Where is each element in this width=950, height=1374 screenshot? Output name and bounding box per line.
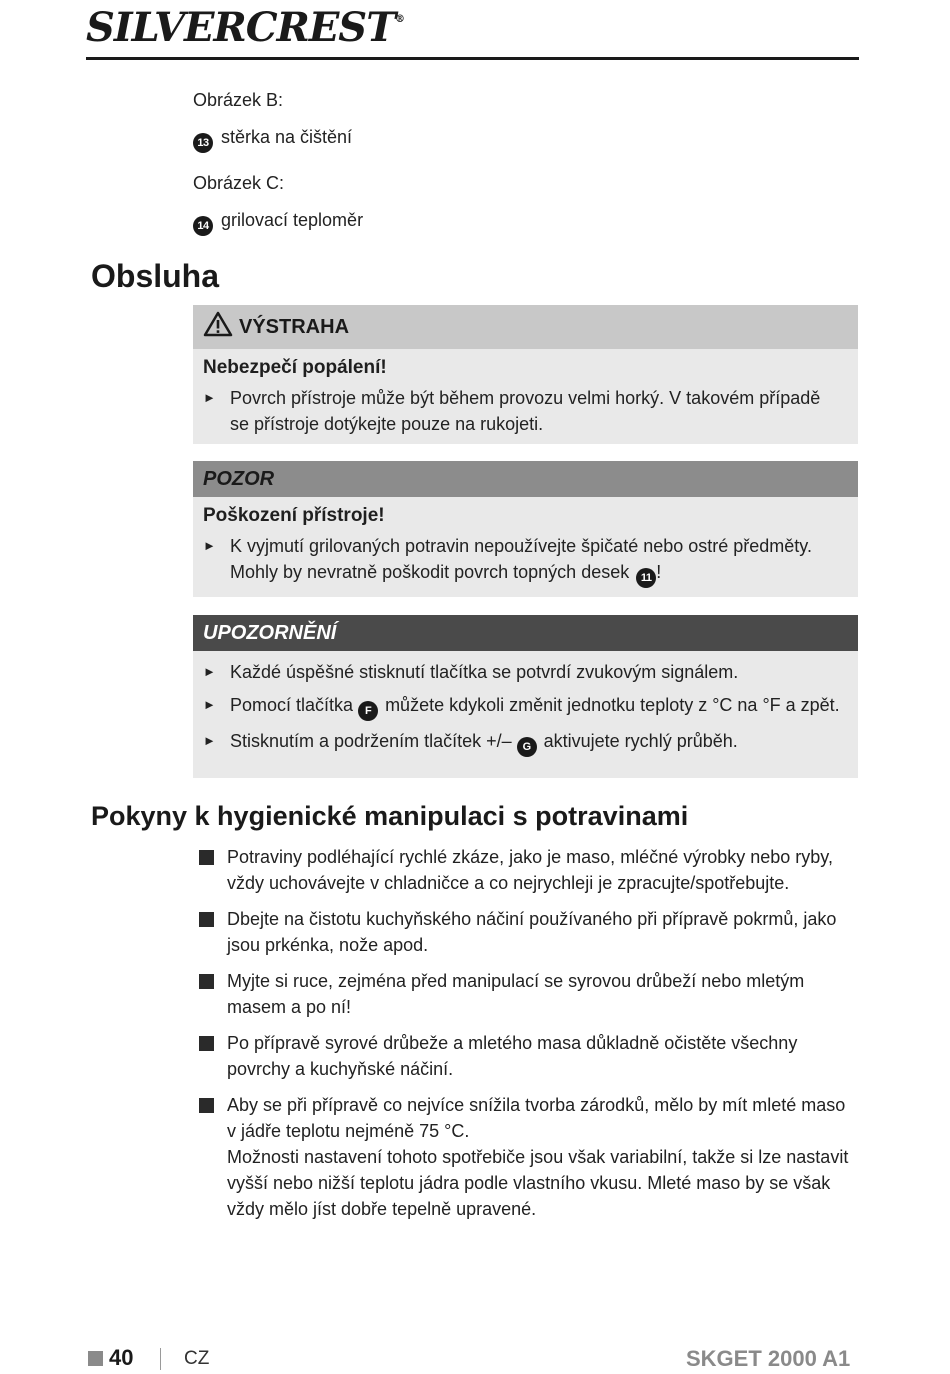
list-item xyxy=(203,728,844,757)
caution-list xyxy=(193,527,858,596)
caution-header-label: POZOR xyxy=(203,467,275,490)
hygiene-item-text: Myjte si ruce, zejména před manipulací se syrovou drůbeží nebo mletým masem a po ní! xyxy=(227,971,805,1017)
square-bullet-icon xyxy=(199,1098,214,1113)
list-item xyxy=(203,385,844,437)
figure-b-label: Obrázek B: xyxy=(193,90,284,110)
note-list xyxy=(193,651,858,765)
note-item-text: Stisknutím a podržením tlačítek +/– xyxy=(230,731,517,751)
warning-header-label: VÝSTRAHA xyxy=(239,315,350,338)
button-ref-f: F xyxy=(358,701,378,721)
list-item xyxy=(203,659,844,685)
footer-divider xyxy=(160,1348,161,1370)
note-header xyxy=(193,615,858,651)
note-item-text: Každé úspěšné stisknutí tlačítka se potvrdí zvukovým signálem. xyxy=(230,662,739,682)
caution-header xyxy=(193,461,858,497)
section-title-operation: Obsluha xyxy=(91,258,220,294)
part-item-13 xyxy=(193,127,352,153)
caution-subtitle: Poškození přístroje! xyxy=(203,505,385,526)
hygiene-item-text: Po přípravě syrové drůbeže a mletého masa důkladně očistěte všechny povrchy a kuchyňské náčiní. xyxy=(227,1033,798,1079)
hygiene-item-continuation: Možnosti nastavení tohoto spotřebiče jsou však variabilní, takže si lze nastavit vyšší nebo nižší teplotu jádra podle vlastního vkusu. Mleté maso by se však vždy mělo jíst dobře tepelně upravené. xyxy=(227,1147,849,1219)
note-header-label: UPOZORNĚNÍ xyxy=(203,621,337,644)
arrow-bullet-icon: ► xyxy=(203,664,216,679)
hygiene-item-text: Potraviny podléhající rychlé zkáze, jako je maso, mléčné výrobky nebo ryby, vždy uchovávejte v chladničce a co nejrychleji je zpracujte/spotřebujte. xyxy=(227,847,833,893)
list-item xyxy=(199,1030,859,1082)
square-bullet-icon xyxy=(199,850,214,865)
caution-item-text: K vyjmutí grilovaných potravin nepoužívejte špičaté nebo ostré předměty. Mohly by nevratně poškodit povrch topných desek xyxy=(230,536,812,582)
square-bullet-icon xyxy=(199,974,214,989)
hygiene-list xyxy=(199,844,859,1232)
section-title-hygiene: Pokyny k hygienické manipulaci s potravinami xyxy=(91,801,689,831)
list-item xyxy=(199,844,859,896)
arrow-bullet-icon: ► xyxy=(203,697,216,712)
warning-header xyxy=(193,305,858,349)
warning-box xyxy=(193,305,858,444)
footer-square-icon xyxy=(88,1351,103,1366)
arrow-bullet-icon: ► xyxy=(203,538,216,553)
part-ref-11: 11 xyxy=(636,568,656,588)
square-bullet-icon xyxy=(199,912,214,927)
brand-name: SILVERCREST xyxy=(86,4,395,51)
note-item-text: Pomocí tlačítka xyxy=(230,695,359,715)
arrow-bullet-icon: ► xyxy=(203,733,216,748)
figure-c-label: Obrázek C: xyxy=(193,173,285,193)
list-item xyxy=(199,906,859,958)
note-item-text-end: můžete kdykoli změnit jednotku teploty z °C na °F a zpět. xyxy=(380,695,840,715)
page-number: 40 xyxy=(109,1345,134,1370)
brand-logo xyxy=(86,4,404,51)
hygiene-item-text: Aby se při přípravě co nejvíce snížila tvorba zárodků, mělo by mít mleté maso v jádře teplotu nejméně 75 °C. xyxy=(227,1095,846,1141)
warning-item-text: Povrch přístroje může být během provozu velmi horký. V takovém případě se přístroje dotýkejte pouze na rukojeti. xyxy=(230,388,821,434)
warning-list xyxy=(193,379,858,445)
note-box xyxy=(193,615,858,778)
part-number-14: 14 xyxy=(193,216,213,236)
button-ref-g: G xyxy=(517,737,537,757)
part-label-13: stěrka na čištění xyxy=(221,127,353,147)
caution-item-end: ! xyxy=(656,562,662,582)
language-code: CZ xyxy=(184,1348,210,1369)
square-bullet-icon xyxy=(199,1036,214,1051)
caution-box xyxy=(193,461,858,597)
list-item xyxy=(203,692,844,721)
part-number-13: 13 xyxy=(193,133,213,153)
hygiene-item-text: Dbejte na čistotu kuchyňského náčiní používaného při přípravě pokrmů, jako jsou prkénka, nože apod. xyxy=(227,909,837,955)
header-rule xyxy=(86,57,859,60)
registered-mark: ® xyxy=(394,14,404,25)
list-item xyxy=(203,533,844,588)
warning-triangle-icon xyxy=(203,311,233,343)
part-item-14 xyxy=(193,210,363,236)
warning-subtitle: Nebezpečí popálení! xyxy=(203,357,387,378)
note-item-text-end: aktivujete rychlý průběh. xyxy=(538,731,738,751)
model-name: SKGET 2000 A1 xyxy=(686,1346,851,1371)
arrow-bullet-icon: ► xyxy=(203,390,216,405)
list-item xyxy=(199,968,859,1020)
part-label-14: grilovací teploměr xyxy=(221,210,364,230)
list-item xyxy=(199,1092,859,1222)
